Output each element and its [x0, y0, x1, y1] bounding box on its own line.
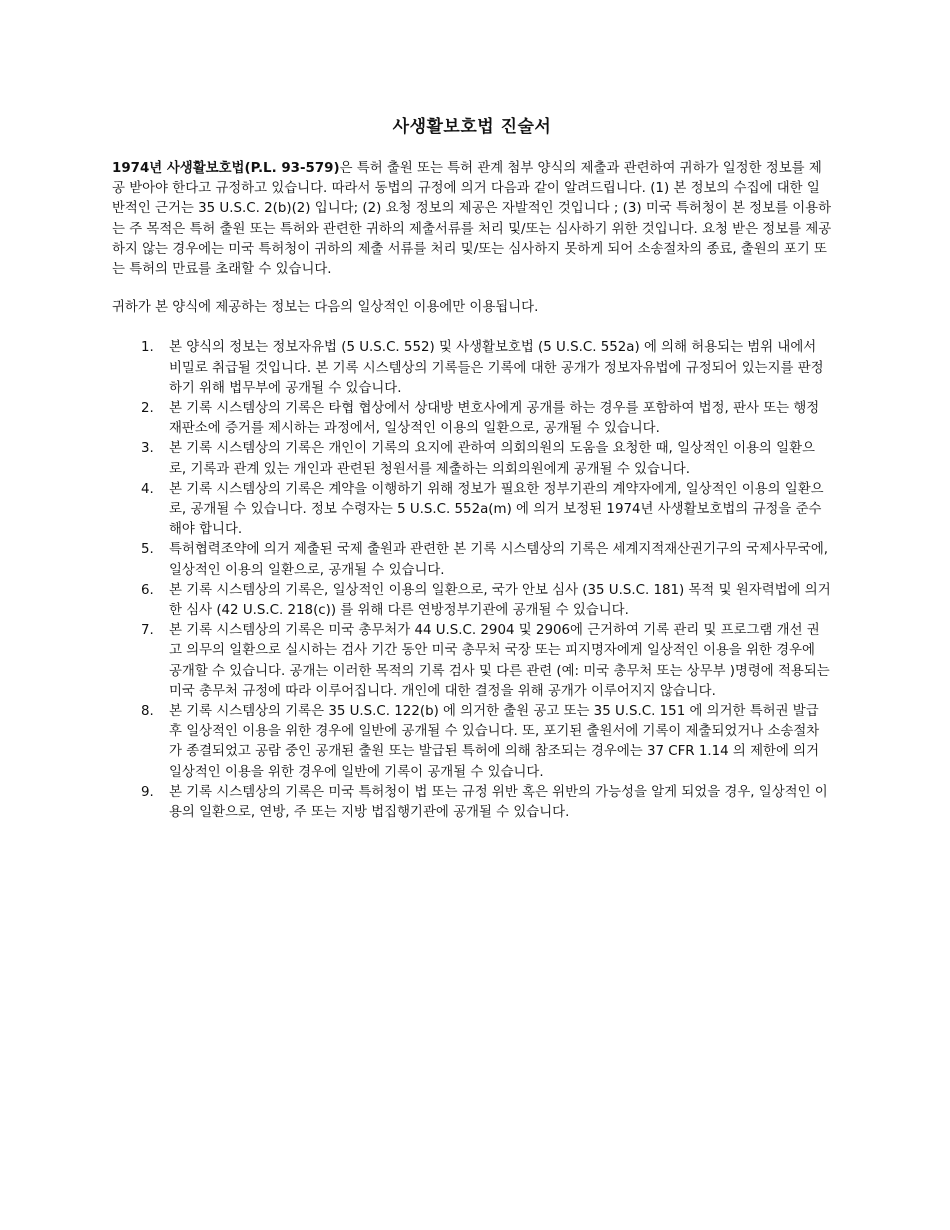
- list-item-text: 본 기록 시스템상의 기록은 타협 협상에서 상대방 변호사에게 공개를 하는 경우를 포함하여 법정, 판사 또는 행정재판소에 증거를 제시하는 과정에서, 일상적인 이용의 일환으로, 공개될 수 있습니다.: [169, 401, 820, 437]
- routine-use-list: [112, 338, 832, 823]
- list-item: [112, 338, 832, 399]
- list-item-number: 4.: [141, 481, 154, 497]
- list-item: [112, 439, 832, 479]
- list-item: [112, 399, 832, 439]
- list-item: [112, 621, 832, 702]
- intro-paragraph: [112, 159, 832, 280]
- list-item-number: 2.: [141, 401, 154, 417]
- intro-lead: 1974년 사생활보호법(P.L. 93-579): [112, 161, 340, 176]
- usage-statement: 귀하가 본 양식에 제공하는 정보는 다음의 일상적인 이용에만 이용됩니다.: [112, 300, 539, 316]
- list-item-text: 본 기록 시스템상의 기록은 개인이 기록의 요지에 관하여 의회의원의 도움을 요청한 때, 일상적인 이용의 일환으로, 기록과 관계 있는 개인과 관련된 청원서를 제출하는 의회의원에게 공개될 수 있습니다.: [169, 441, 815, 477]
- document-title: 사생활보호법 진술서: [392, 117, 552, 137]
- list-item: [112, 702, 832, 783]
- list-item-text: 본 기록 시스템상의 기록은 미국 특허청이 법 또는 규정 위반 혹은 위반의 가능성을 알게 되었을 경우, 일상적인 이용의 일환으로, 연방, 주 또는 지방 법집행기관에 공개될 수 있습니다.: [169, 784, 828, 821]
- list-item-number: 8.: [141, 704, 154, 720]
- document-page: [112, 112, 832, 823]
- list-item: [112, 480, 832, 541]
- list-item: [112, 540, 832, 580]
- list-item-text: 본 양식의 정보는 정보자유법 (5 U.S.C. 552) 및 사생활보호법 (5 U.S.C. 552a) 에 의해 허용되는 범위 내에서 비밀로 취급될 것입니다. 본 기록 시스템상의 기록들은 기록에 대한 공개가 정보자유법에 규정되어 있는지를 판정하기 위해 법무부에 공개될 수 있습니다.: [169, 340, 824, 396]
- list-item: [112, 783, 832, 823]
- intro-body: 은 특허 출원 또는 특허 관계 첨부 양식의 제출과 관련하여 귀하가 일정한 정보를 제공 받아야 한다고 규정하고 있습니다. 따라서 동법의 규정에 의거 다음과 같이 알려드립니다. (1) 본 정보의 수집에 대한 일반적인 근거는 35 U.S.C. 2(b)(2) 입니다; (2) 요청 정보의 제공은 자발적인 것입니다 ; (3) 미국 특허청이 본 정보를 이용하는 주 목적은 특허 출원 또는 특허와 관련한 귀하의 제출서류를 처리 및/또는 심사하기 위한 것입니다. 요청 받은 정보를 제공하지 않는 경우에는 미국 특허청이 귀하의 제출 서류를 처리 및/또는 심사하지 못하게 되어 소송절차의 종료, 출원의 포기 또는 특허의 만료를 초래할 수 있습니다.: [112, 161, 832, 278]
- list-item-text: 본 기록 시스템상의 기록은, 일상적인 이용의 일환으로, 국가 안보 심사 (35 U.S.C. 181) 목적 및 원자력법에 의거한 심사 (42 U.S.C. 218(c)) 를 위해 다른 연방정부기관에 공개될 수 있습니다.: [169, 582, 831, 619]
- list-item-text: 특허협력조약에 의거 제출된 국제 출원과 관련한 본 기록 시스템상의 기록은 세계지적재산권기구의 국제사무국에, 일상적인 이용의 일환으로, 공개될 수 있습니다.: [169, 542, 829, 578]
- list-item-text: 본 기록 시스템상의 기록은 35 U.S.C. 122(b) 에 의거한 출원 공고 또는 35 U.S.C. 151 에 의거한 특허권 발급 후 일상적인 이용을 위한 경우에 일반에 공개될 수 있습니다. 또, 포기된 출원서에 기록이 제출되었거나 소송절차가 종결되었고 공람 중인 공개된 출원 또는 발급된 특허에 의해 참조되는 경우에는 37 CFR 1.14 의 제한에 의거 일상적인 이용을 위한 경우에 일반에 기록이 공개될 수 있습니다.: [169, 704, 820, 780]
- list-item-number: 3.: [141, 441, 154, 457]
- list-item-number: 1.: [141, 340, 154, 356]
- list-item-number: 5.: [141, 542, 154, 558]
- list-item-number: 9.: [141, 784, 154, 800]
- list-item-number: 6.: [141, 582, 154, 598]
- list-item-number: 7.: [141, 623, 154, 639]
- list-item-text: 본 기록 시스템상의 기록은 미국 총무처가 44 U.S.C. 2904 및 2906에 근거하여 기록 관리 및 프로그램 개선 권고 의무의 일환으로 실시하는 검사 기간 동안 미국 총무처 국장 또는 피지명자에게 일상적인 이용을 위한 경우에 공개할 수 있습니다. 공개는 이러한 목적의 기록 검사 및 다른 관련 (예: 미국 총무처 또는 상무부 )명령에 적용되는 미국 총무처 규정에 따라 이루어집니다. 개인에 대한 결정을 위해 공개가 이루어지지 않습니다.: [169, 623, 830, 699]
- list-item: [112, 581, 832, 621]
- list-item-text: 본 기록 시스템상의 기록은 계약을 이행하기 위해 정보가 필요한 정부기관의 계약자에게, 일상적인 이용의 일환으로, 공개될 수 있습니다. 정보 수령자는 5 U.S.C. 552a(m) 에 의거 보정된 1974년 사생활보호법의 규정을 준수해야 합니다.: [169, 481, 824, 538]
